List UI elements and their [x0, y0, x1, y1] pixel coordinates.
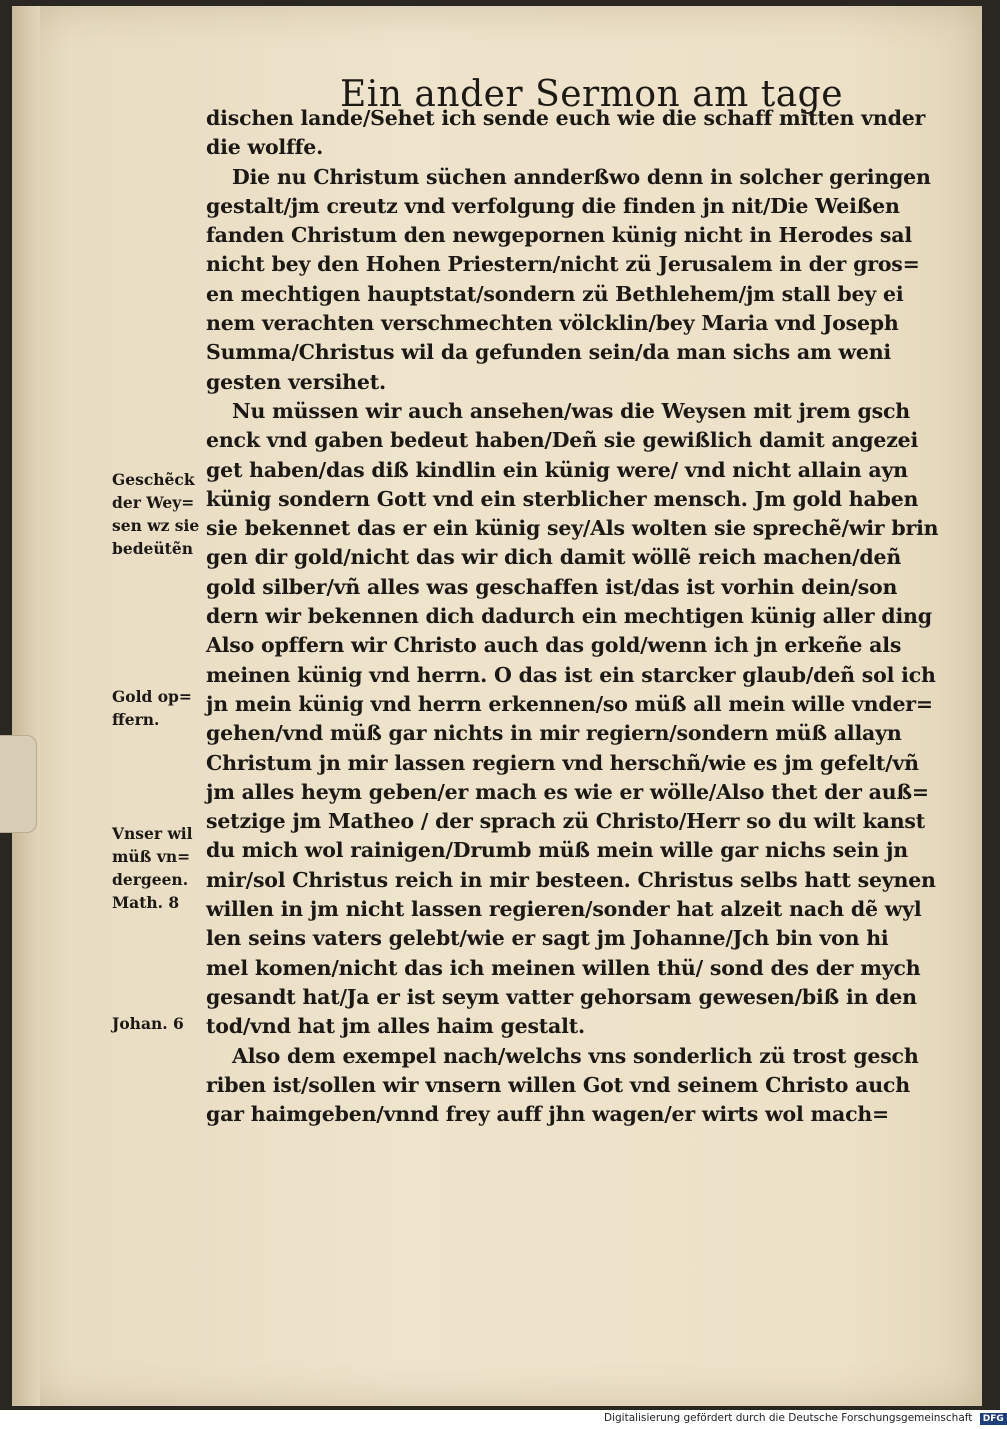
text-line: mel komen/nicht das ich meinen willen thü/ sond des der mych: [206, 955, 921, 980]
running-header: Ein ander Sermon am tage: [340, 74, 844, 115]
footer-text: Digitalisierung gefördert durch die Deutsche Forschungsgemeinschaft: [604, 1412, 973, 1424]
text-line: dern wir bekennen dich dadurch ein mechtigen künig aller ding: [206, 604, 932, 629]
margin-line: Vnser wil: [112, 824, 193, 843]
text-line: jn mein künig vnd herrn erkennen/so müß all mein wille vnder=: [206, 691, 933, 716]
dfg-logo: DFG: [980, 1413, 1007, 1425]
text-line: gestalt/jm creutz vnd verfolgung die finden jn nit/Die Weißen: [206, 193, 900, 218]
text-line: künig sondern Gott vnd ein sterblicher mensch. Jm gold haben: [206, 486, 919, 511]
text-line: Christum jn mir lassen regiern vnd herschñ/wie es jm gefelt/vñ: [206, 750, 919, 775]
margin-line: der Wey=: [112, 493, 195, 512]
margin-note-gold: [112, 685, 208, 731]
text-line: enck vnd gaben bedeut haben/Deñ sie gewißlich damit angezei: [206, 428, 919, 453]
margin-note-will: [112, 822, 208, 914]
text-line: Also opffern wir Christo auch das gold/wenn ich jn erkeñe als: [206, 633, 902, 658]
text-line: gen dir gold/nicht das wir dich damit wöllẽ reich machen/deñ: [206, 545, 902, 570]
margin-line: Math. 8: [112, 893, 180, 912]
margin-line: sen wz sie: [112, 516, 200, 535]
margin-line: Geschẽck: [112, 470, 195, 489]
text-line: setzige jm Matheo / der sprach zü Christo/Herr so du wilt kanst: [206, 809, 926, 834]
margin-line: Gold op=: [112, 687, 192, 706]
text-line: nem verachten verschmechten völcklin/bey Maria vnd Joseph: [206, 311, 899, 336]
text-line: nicht bey den Hohen Priestern/nicht zü Jerusalem in der gros=: [206, 252, 920, 277]
text-line: jm alles heym geben/er mach es wie er wölle/Also thet der auß=: [206, 779, 929, 804]
text-line: du mich wol rainigen/Drumb müß mein wille gar nichs sein jn: [206, 838, 908, 863]
margin-note-john: [112, 1012, 208, 1035]
margin-line: Johan. 6: [112, 1014, 184, 1033]
page-clip: [0, 735, 37, 833]
text-line: gesten versihet.: [206, 369, 386, 394]
text-line: willen in jm nicht lassen regieren/sonder hat alzeit nach dẽ wyl: [206, 897, 922, 922]
margin-line: müß vn=: [112, 847, 191, 866]
text-line: dischen lande/Sehet ich sende euch wie die schaff mitten vnder: [206, 106, 926, 130]
text-line: gold silber/vñ alles was geschaffen ist/das ist vorhin dein/son: [206, 574, 898, 599]
text-line: fanden Christum den newgepornen künig nicht in Herodes sal: [206, 223, 912, 248]
text-line: Nu müssen wir auch ansehen/was die Weysen mit jrem gsch: [232, 398, 911, 423]
text-line: gar haimgeben/vnnd frey auff jhn wagen/er wirts wol mach=: [206, 1102, 890, 1127]
text-line: gehen/vnd müß gar nichts in mir regiern/sondern müß allayn: [206, 721, 902, 746]
page-gutter: [12, 6, 40, 1406]
text-line: Also dem exempel nach/welchs vns sonderlich zü trost gesch: [232, 1043, 919, 1068]
text-line: Summa/Christus wil da gefunden sein/da man sichs am weni: [206, 340, 892, 365]
margin-line: dergeen.: [112, 870, 189, 889]
margin-line: bedeütẽn: [112, 539, 193, 558]
text-line: len seins vaters gelebt/wie er sagt jm Johanne/Jch bin von hi: [206, 926, 889, 951]
margin-note-gifts: [112, 468, 208, 560]
text-line: sie bekennet das er ein künig sey/Als wolten sie sprechẽ/wir brin: [206, 516, 939, 541]
margin-line: ffern.: [112, 710, 160, 729]
text-line: Die nu Christum süchen annderßwo denn in solcher geringen: [232, 164, 931, 189]
text-line: meinen künig vnd herrn. O das ist ein starcker glaub/deñ sol ich: [206, 662, 936, 687]
funding-footer: [604, 1412, 1004, 1426]
body-text: [206, 104, 942, 1129]
text-line: riben ist/sollen wir vnsern willen Got vnd seinem Christo auch: [206, 1072, 910, 1097]
text-line: gesandt hat/Ja er ist seym vatter gehorsam gewesen/biß in den: [206, 984, 917, 1009]
text-line: en mechtigen hauptstat/sondern zü Bethlehem/jm stall bey ei: [206, 281, 904, 306]
text-line: die wolffe.: [206, 135, 324, 160]
text-line: get haben/das diß kindlin ein künig were/ vnd nicht allain ayn: [206, 457, 908, 482]
text-line: mir/sol Christus reich in mir besteen. Christus selbs hatt seynen: [206, 867, 936, 892]
text-line: tod/vnd hat jm alles haim gestalt.: [206, 1014, 585, 1039]
